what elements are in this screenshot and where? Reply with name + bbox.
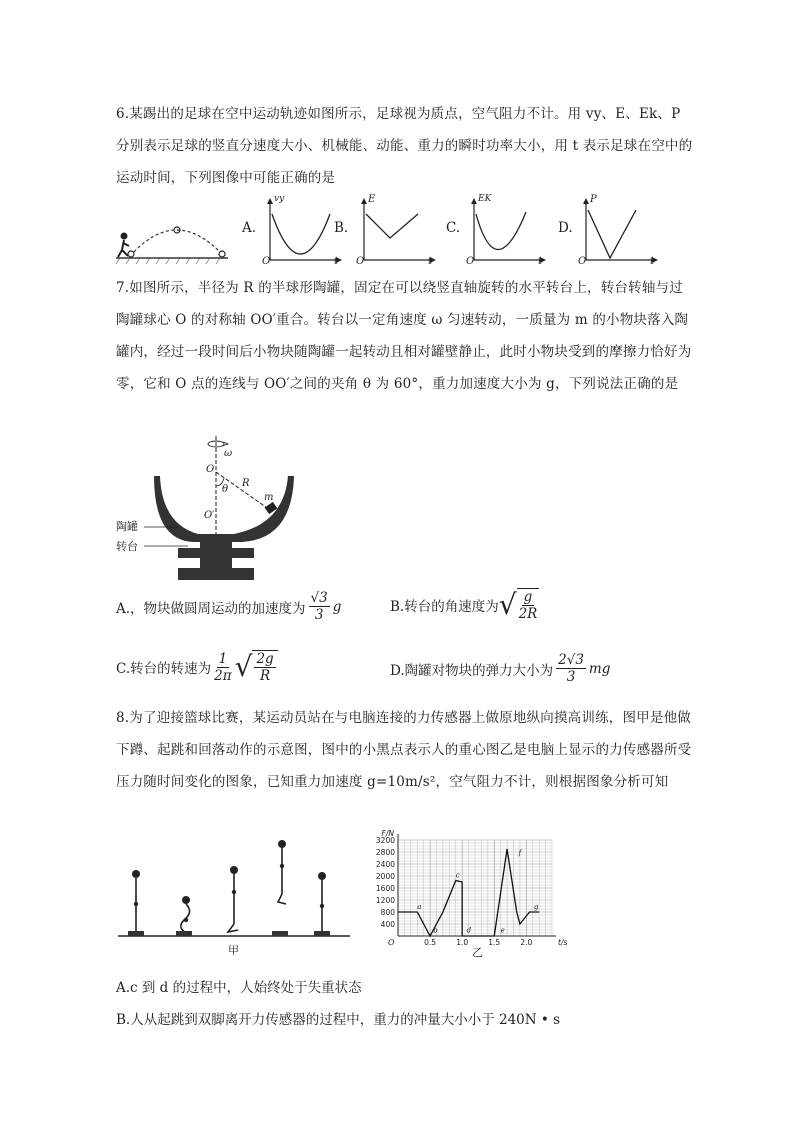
q7-option-d-frac [556, 652, 586, 685]
q7-option-c-rfrac [252, 650, 277, 684]
q8-fig-jia-caption: 甲 [228, 944, 239, 957]
q7-option-a-num: √3 [310, 590, 328, 606]
y-axis-label: F/N [381, 829, 394, 838]
jumper-air [272, 840, 288, 936]
x-tick-label: 0.5 [424, 938, 437, 947]
y-tick-label: 1600 [375, 884, 395, 893]
q7-option-a [116, 590, 341, 623]
q7-option-b-sqrt: √ $\frac{g}{2R}$ [498, 588, 538, 622]
point-label: g [534, 903, 539, 911]
q7-fig-r: R [242, 478, 250, 489]
x-tick-label: 1.5 [488, 938, 501, 947]
y-tick-label: 2000 [375, 872, 395, 881]
point-label: b [433, 926, 438, 935]
q6-graph-c [468, 194, 548, 270]
q7-fig-o: O [206, 464, 215, 475]
q7-option-a-tail: g [332, 598, 342, 615]
q6-graph-c-xlabel: t [538, 256, 543, 267]
q6-option-c-label: C. [446, 220, 461, 236]
q7-option-c-text: C.转台的转速为 [116, 661, 212, 677]
q7-text: 7.如图所示，半径为 R 的半球形陶罐，固定在可以绕竖直轴旋转的水平转台上，转台转轴与过陶罐球心 O 的对称轴 OO′重合。转台以一定角速度 ω 匀速转动，一质量为 m 的小物块落入陶罐内，经过一段时间后小物块随陶罐一起转动且相对罐壁静止，此时小物块受到的摩擦力恰好为零，它和 O 点的连线与 OO′之间的夹角 θ 为 60°，重力加速度大小为 g，下列说法正确的是 [116, 280, 692, 392]
q6-graph-d-xlabel: t [650, 256, 655, 267]
x-axis-label: t/s [558, 938, 568, 947]
q8-fig-yi-caption: 乙 [472, 946, 483, 959]
x-tick-label: 1.0 [456, 938, 469, 947]
point-label: d [466, 926, 472, 935]
q7-fig-m: m [264, 492, 274, 503]
q6-figures [116, 194, 696, 270]
q8-text: 8.为了迎接篮球比赛，某运动员站在与电脑连接的力传感器上做原地纵向摸高训练，图甲是他做下蹲、起跳和回落动作的示意图，图中的小黑点表示人的重心图乙是电脑上显示的力传感器所受压力随时间变化的图象，已知重力加速度 g=10m/s²，空气阻力不计，则根据图象分析可知 [116, 710, 692, 790]
jumper-standing [128, 870, 144, 936]
q7-option-c-den: 2π [214, 667, 232, 684]
jumper-squat [176, 896, 192, 936]
q6-option-a-label: A. [242, 220, 257, 236]
q6-graph-d-ylabel: P [590, 194, 597, 205]
q6-graph-b-xlabel: t [428, 256, 433, 267]
x-tick-label: 2.0 [520, 938, 533, 947]
q7-fig-o-prime: O′ [204, 510, 215, 521]
q6-graph-a-xlabel: t [334, 256, 339, 267]
y-tick-label: 2400 [375, 860, 395, 869]
q7-fig-table-label: 转台 [116, 540, 138, 553]
q7-option-c-num: 1 [218, 650, 228, 667]
force-time-chart [360, 826, 568, 950]
q8-option-a: A.c 到 d 的过程中，人始终处于失重状态 [116, 980, 362, 996]
q6-text: 6.某踢出的足球在空中运动轨迹如图所示，足球视为质点，空气阻力不计。用 vy、E、Ek、P 分别表示足球的竖直分速度大小、机械能、动能、重力的瞬时功率大小，用 t 表示足球在空中的运动时间，下列图像中可能正确的是 [116, 106, 693, 186]
q6-graph-c-origin: O [466, 256, 475, 267]
q6-option-d-label: D. [558, 220, 573, 236]
q7-option-c-rden: R [259, 668, 271, 684]
q7-option-c-sqrt: √ $\frac{2g}{R}$ [235, 650, 278, 684]
y-tick-label: 400 [380, 920, 395, 929]
q7-option-d-num: 2√3 [558, 652, 584, 668]
y-tick-label: 800 [380, 908, 395, 917]
q7-option-d-text: D.陶罐对物块的弹力大小为 [390, 662, 554, 679]
q6-option-b-label: B. [334, 220, 349, 236]
q7-option-c-frac [214, 651, 231, 684]
q7-option-b-num: g [523, 589, 533, 605]
football-scene [116, 227, 228, 264]
q6-graph-d-origin: O [578, 256, 587, 267]
q6-graph-a [264, 194, 344, 270]
q8-fig-jia-svg [116, 836, 352, 946]
jumper-takeoff [228, 866, 238, 932]
y-tick-label: 1200 [375, 896, 395, 905]
q7-figure-svg [116, 434, 306, 584]
q7-option-b [390, 588, 539, 622]
q7-option-d-den: 3 [566, 669, 576, 685]
q7-option-a-text: A.，物块做圆周运动的加速度为 [116, 600, 306, 617]
q7-option-d-tail: mg [588, 660, 611, 677]
q6-graph-a-origin: O [262, 256, 271, 267]
jumper-landing [314, 872, 330, 936]
point-label: a [417, 903, 422, 911]
y-tick-label: 2800 [375, 848, 395, 857]
q8-option-b: B.人从起跳到双脚离开力传感器的过程中，重力的冲量大小小于 240N • s [116, 1012, 561, 1028]
q7-fig-theta: θ [222, 484, 229, 495]
q7-option-c-rnum: 2g [256, 651, 274, 667]
q6-graph-c-ylabel: EK [478, 194, 492, 204]
point-label: e [500, 926, 505, 935]
point-label: f [518, 849, 522, 857]
q8-fig-yi [360, 826, 568, 962]
point-label: c [455, 871, 460, 880]
q7-option-b-den: 2R [518, 606, 538, 622]
q8-fig-jia [116, 836, 352, 956]
q7-option-a-den: 3 [314, 607, 324, 623]
q7-fig-pot-label: 陶罐 [116, 520, 138, 533]
q7-option-a-frac [309, 590, 330, 623]
origin-label: O [388, 938, 395, 947]
q7-option-b-frac [517, 588, 540, 622]
q6-graph-b [358, 194, 438, 270]
q7-option-c [116, 650, 278, 684]
q7-figure [116, 434, 306, 584]
q7-option-b-text: B.转台的角速度为 [390, 599, 499, 615]
q6-graph-d [580, 194, 660, 270]
q6-graph-a-ylabel: vy [274, 194, 285, 204]
y-tick-label: 3200 [375, 836, 395, 845]
q6-graph-b-ylabel: E [368, 194, 376, 205]
q7-option-d [390, 652, 610, 685]
q6-graph-b-origin: O [356, 256, 365, 267]
q7-fig-omega: ω [224, 448, 233, 459]
